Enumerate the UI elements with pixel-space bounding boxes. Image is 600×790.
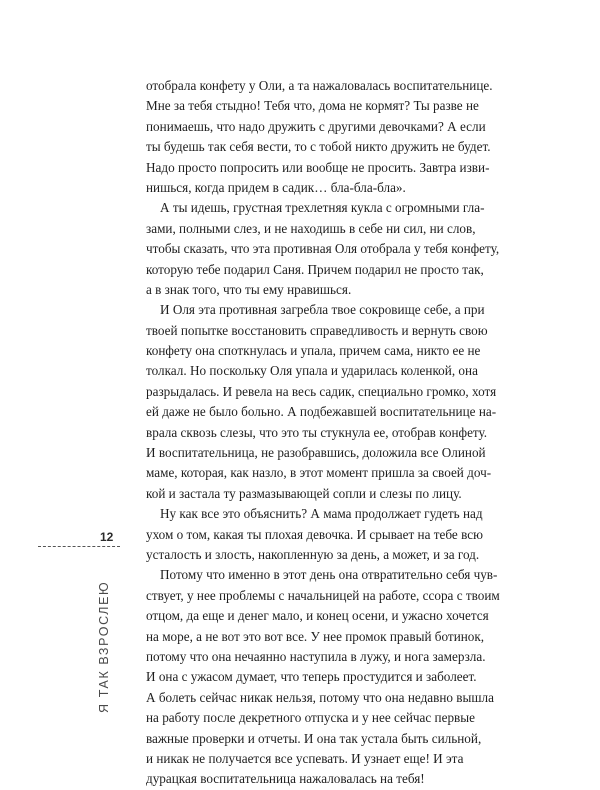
text-line: и никак не получается все успевать. И узнает еще! И эта <box>146 750 464 766</box>
text-line: разрыдалась. И ревела на весь садик, специально громко, хотя <box>146 383 497 399</box>
text-line: дурацкая воспитательница нажаловалась на тебя! <box>146 771 425 787</box>
paragraph-1 <box>146 76 493 198</box>
text-line: И она с ужасом думает, что теперь простудится и заболеет. <box>146 669 477 685</box>
text-line: ей даже не было больно. А подбежавшей воспитательнице на- <box>146 404 497 420</box>
text-line: И Оля эта противная загребла твое сокровище себе, а при <box>160 302 485 318</box>
text-line: понимаешь, что надо дружить с другими девочками? А если <box>146 118 486 134</box>
paragraph-5 <box>146 565 500 789</box>
running-title-text: Я ТАК ВЗРОСЛЕЮ <box>97 580 111 713</box>
margin-divider <box>38 546 120 547</box>
text-line: ухом о том, какая ты плохая девочка. И срывает на тебе всю <box>146 526 483 542</box>
text-line: на море, а не вот это вот все. У нее промок правый ботинок, <box>146 628 485 644</box>
text-line: нишься, когда придем в садик… бла-бла-бла». <box>146 179 406 195</box>
text-line: зами, полными слез, и не находишь в себе ни сил, ни слов, <box>146 220 476 236</box>
text-line: конфету она споткнулась и упала, причем сама, никто ее не <box>146 343 481 359</box>
text-line: толкал. Но поскольку Оля упала и ударилась коленкой, она <box>146 363 478 379</box>
text-line: врала сквозь слезы, что это ты стукнула ее, отобрав конфету. <box>146 424 488 440</box>
text-line: кой и застала ту размазывающей сопли и слезы по лицу. <box>146 485 462 501</box>
text-line: ствует, у нее проблемы с начальницей на работе, ссора с твоим <box>146 587 500 603</box>
text-line: А ты идешь, грустная трехлетняя кукла с огромными гла- <box>160 200 485 216</box>
paragraph-2 <box>146 198 500 300</box>
text-line: Потому что именно в этот день она отвратительно себя чув- <box>160 567 498 583</box>
text-line: маме, которая, как назло, в этот момент пришла за своей доч- <box>146 465 492 481</box>
page-number: 12 <box>100 530 114 544</box>
text-line: отобрала конфету у Оли, а та нажаловалась воспитательнице. <box>146 78 493 93</box>
text-line: а в знак того, что ты ему нравишься. <box>146 281 352 297</box>
text-line: твоей попытке восстановить справедливость и вернуть свою <box>146 322 488 338</box>
running-title <box>90 553 120 713</box>
paragraph-3 <box>146 300 497 504</box>
text-line: усталость и злость, накопленную за день, а может, и за год. <box>146 546 480 562</box>
text-line: И воспитательница, не разобравшись, доложила все Олиной <box>146 445 486 461</box>
text-line: отцом, да еще и денег мало, и конец осени, и ужасно хочется <box>146 608 489 624</box>
text-line: Мне за тебя стыдно! Тебя что, дома не кормят? Ты разве не <box>146 98 479 114</box>
text-line: ты будешь так себя вести, то с тобой никто дружить не будет. <box>146 139 491 155</box>
paragraph-4 <box>146 504 483 565</box>
text-line: Ну как все это объяснить? А мама продолжает гудеть над <box>160 506 483 522</box>
body-text <box>146 76 500 790</box>
text-line: важные проверки и отчеты. И она так устала быть сильной, <box>146 730 482 746</box>
text-line: чтобы сказать, что эта противная Оля отобрала у тебя конфету, <box>146 241 500 257</box>
text-line: А болеть сейчас никак нельзя, потому что она недавно вышла <box>146 689 494 705</box>
text-line: которую тебе подарил Саня. Причем подарил не просто так, <box>146 261 484 277</box>
text-line: на работу после декретного отпуска и у нее сейчас первые <box>146 710 475 726</box>
text-line: Надо просто попросить или вообще не просить. Завтра изви- <box>146 159 490 175</box>
text-line: потому что она нечаянно наступила в лужу, и нога замерзла. <box>146 648 486 664</box>
